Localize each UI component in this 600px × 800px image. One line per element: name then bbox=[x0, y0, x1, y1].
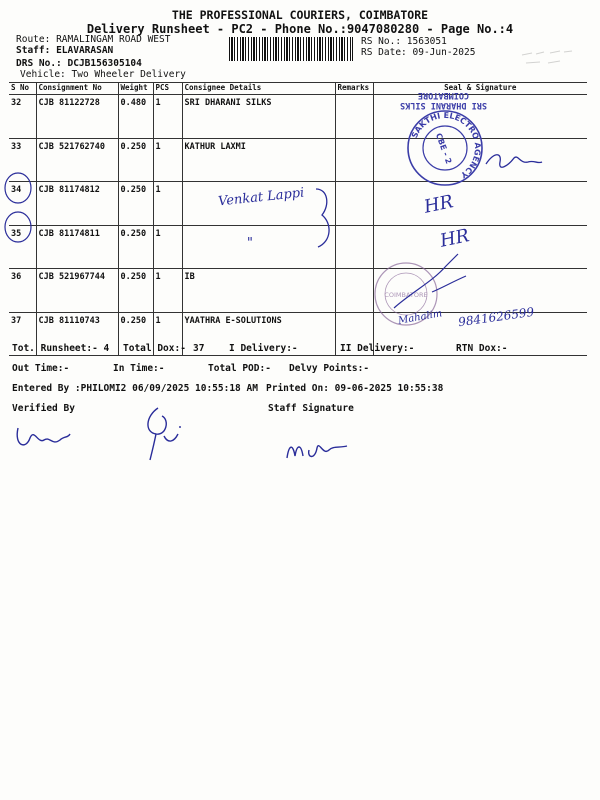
staff-value: ELAVARASAN bbox=[56, 45, 114, 56]
cell-sno: 37 bbox=[9, 312, 36, 356]
vehicle-value: Two Wheeler Delivery bbox=[71, 69, 186, 80]
cell-consignment: CJB 81174812 bbox=[36, 182, 118, 226]
round-seal-center: CBE - 2 bbox=[433, 131, 454, 166]
verified-signature-2 bbox=[138, 404, 188, 468]
cell-sno: 34 bbox=[9, 182, 36, 226]
cell-weight: 0.250 bbox=[118, 312, 153, 356]
rs-date-value: 09-Jun-2025 bbox=[412, 47, 476, 58]
col-remarks: Remarks bbox=[335, 83, 373, 95]
cell-consignment: CJB 81174811 bbox=[36, 225, 118, 269]
cell-weight: 0.480 bbox=[118, 95, 153, 139]
table-row bbox=[9, 269, 587, 313]
cell-weight: 0.250 bbox=[118, 182, 153, 226]
initials-row34: HR bbox=[422, 191, 456, 218]
col-sno: S No bbox=[9, 83, 36, 95]
staff-signature bbox=[283, 430, 353, 468]
col-consignment: Consignment No bbox=[36, 83, 118, 95]
round-seal bbox=[405, 108, 485, 188]
verified-signature-1 bbox=[12, 418, 72, 458]
table-header-row bbox=[9, 83, 587, 95]
rs-no-line: RS No.: 1563051 bbox=[361, 36, 447, 47]
out-time: Out Time:- bbox=[12, 363, 70, 374]
staff-line: Staff: ELAVARASAN bbox=[16, 45, 114, 56]
drs-line: DRS No.: DCJB156305104 bbox=[16, 58, 142, 69]
cell-consignment: CJB 81122728 bbox=[36, 95, 118, 139]
handwritten-phone: 9841626599 bbox=[457, 304, 535, 330]
circle-mark-34 bbox=[3, 171, 33, 209]
cell-pcs: 1 bbox=[153, 95, 182, 139]
rs-date-line: RS Date: 09-Jun-2025 bbox=[361, 47, 476, 58]
shop-stamp: SRI DHARANI SILKS COIMBATORE bbox=[400, 90, 487, 110]
cell-sno: 32 bbox=[9, 95, 36, 139]
drs-value: DCJB156305104 bbox=[67, 58, 142, 69]
col-weight: Weight bbox=[118, 83, 153, 95]
table-row bbox=[9, 95, 587, 139]
round-seal-text: SAKTHI ELECTRO AGENCY bbox=[409, 110, 483, 180]
cell-remarks bbox=[335, 138, 373, 182]
cell-remarks bbox=[335, 225, 373, 269]
col-consignee: Consignee Details bbox=[182, 83, 335, 95]
cell-consignment: CJB 521967744 bbox=[36, 269, 118, 313]
cell-remarks bbox=[335, 95, 373, 139]
cell-weight: 0.250 bbox=[118, 138, 153, 182]
staff-signature-label: Staff Signature bbox=[268, 403, 354, 414]
cell-consignment: CJB 521762740 bbox=[36, 138, 118, 182]
verified-by-label: Verified By bbox=[12, 403, 75, 414]
ditto-mark: " bbox=[246, 236, 254, 251]
circle-mark-35 bbox=[3, 210, 33, 248]
route-line: Route: RAMALINGAM ROAD WEST bbox=[16, 34, 171, 45]
rs-no-value: 1563051 bbox=[406, 36, 447, 47]
total-dox-value: 37 bbox=[193, 343, 205, 354]
ii-delivery: II Delivery:- bbox=[340, 343, 415, 354]
bracket-mark bbox=[312, 185, 338, 259]
cell-consignee: IB bbox=[182, 269, 335, 313]
cell-sno: 36 bbox=[9, 269, 36, 313]
signature-row36 bbox=[392, 252, 472, 316]
cell-consignee: KATHUR LAXMI bbox=[182, 138, 335, 182]
vehicle-line: Vehicle: Two Wheeler Delivery bbox=[20, 69, 186, 80]
table-row bbox=[9, 225, 587, 269]
delvy-points: Delvy Points:- bbox=[289, 363, 370, 374]
cell-pcs: 1 bbox=[153, 269, 182, 313]
total-dox-label: Total Dox:- bbox=[123, 343, 186, 354]
entered-by: Entered By :PHILOMI2 06/09/2025 10:55:18 AM bbox=[12, 383, 258, 394]
rtn-dox: RTN Dox:- bbox=[456, 343, 508, 354]
total-pod: Total POD:- bbox=[208, 363, 271, 374]
cell-weight: 0.250 bbox=[118, 269, 153, 313]
cell-pcs: 1 bbox=[153, 225, 182, 269]
handwritten-note: Venkat Lappi bbox=[217, 185, 305, 210]
tot-runsheet: Tot. Runsheet:- 4 bbox=[12, 343, 110, 354]
col-pcs: PCS bbox=[153, 83, 182, 95]
cell-pcs: 1 bbox=[153, 138, 182, 182]
cell-sno: 35 bbox=[9, 225, 36, 269]
cell-pcs: 1 bbox=[153, 312, 182, 356]
company-title: THE PROFESSIONAL COURIERS, COIMBATORE bbox=[171, 8, 429, 22]
runsheet-subtitle: Delivery Runsheet - PC2 - Phone No.:9047080280 - Page No.:4 bbox=[86, 22, 514, 36]
cell-sno: 33 bbox=[9, 138, 36, 182]
col-seal: Seal & Signature bbox=[373, 83, 587, 95]
cell-remarks bbox=[335, 182, 373, 226]
cell-seal bbox=[373, 182, 587, 226]
cell-consignee: YAATHRA E-SOLUTIONS bbox=[182, 312, 335, 356]
initials-row35: HR bbox=[438, 225, 472, 252]
route-value: RAMALINGAM ROAD WEST bbox=[56, 34, 171, 45]
cell-consignment: CJB 81110743 bbox=[36, 312, 118, 356]
signature-row32 bbox=[484, 148, 544, 180]
handwritten-name: Mahalim bbox=[397, 308, 444, 327]
in-time: In Time:- bbox=[113, 363, 165, 374]
cell-weight: 0.250 bbox=[118, 225, 153, 269]
i-delivery: I Delivery:- bbox=[229, 343, 298, 354]
cell-pcs: 1 bbox=[153, 182, 182, 226]
cell-consignee: SRI DHARANI SILKS bbox=[182, 95, 335, 139]
row36-seal-text: COIMBATORE bbox=[384, 291, 428, 299]
faint-stamp bbox=[520, 47, 575, 67]
barcode bbox=[229, 37, 353, 61]
printed-on: Printed On: 09-06-2025 10:55:38 bbox=[266, 383, 444, 394]
cell-remarks bbox=[335, 269, 373, 313]
